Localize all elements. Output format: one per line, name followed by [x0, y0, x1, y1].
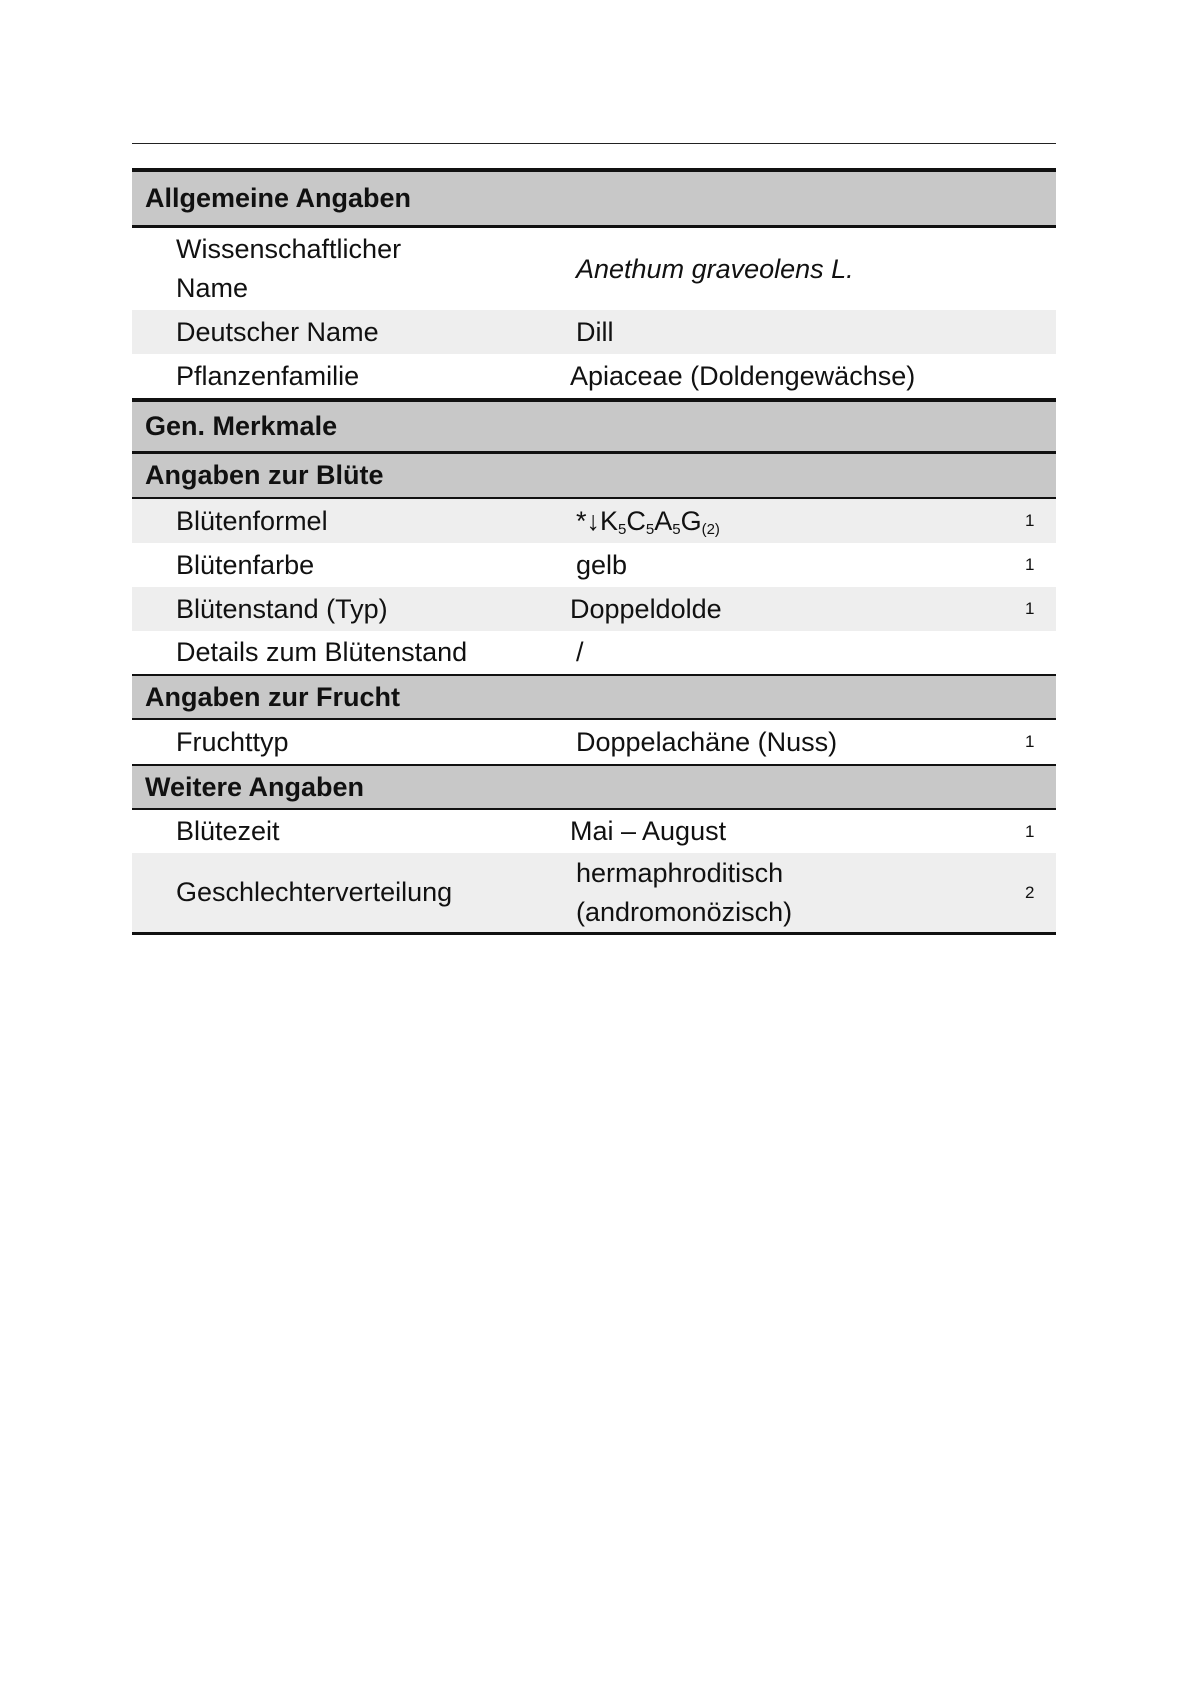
row-value: Doppeldolde [570, 593, 722, 624]
section-header-angaben-zur-frucht [132, 674, 1056, 720]
row-value: Mai – August [570, 816, 727, 846]
row-value: / [576, 637, 584, 667]
table-row-scientific-name [132, 228, 1056, 310]
row-label: Geschlechterverteilung [176, 877, 453, 907]
section-header-allgemeine-angaben [132, 168, 1056, 228]
table-row-german-name [132, 310, 1056, 354]
reference-number: 1 [1025, 555, 1035, 574]
row-label: Blütenstand (Typ) [176, 593, 388, 624]
row-label: Details zum Blütenstand [176, 637, 468, 667]
section-title: Weitere Angaben [145, 771, 365, 802]
row-value: hermaphroditisch (andromonözisch) [576, 857, 793, 927]
table-row-bluetenstand [132, 587, 1056, 631]
section-title: Angaben zur Frucht [145, 681, 400, 712]
reference-number: 2 [1025, 882, 1035, 902]
row-label: Blütenfarbe [176, 549, 315, 580]
floral-formula: $*↓K_5C_5A_5G_{(2)}$ [576, 505, 720, 538]
row-value: Dill [576, 316, 614, 347]
row-label: Blütenformel [176, 505, 328, 536]
table-row-geschlechterverteilung [132, 853, 1056, 935]
plant-info-table [132, 168, 1056, 935]
table-row-bluetenstand-details [132, 631, 1056, 674]
section-title: Allgemeine Angaben [145, 183, 412, 213]
section-header-weitere-angaben [132, 764, 1056, 810]
row-value: gelb [576, 549, 628, 580]
row-value: Apiaceae (Doldengewächse) [570, 360, 916, 391]
reference-number: 1 [1025, 511, 1035, 530]
section-header-angaben-zur-bluete [132, 454, 1056, 499]
table-row-bluetenformel [132, 499, 1056, 543]
row-value: Doppelachäne (Nuss) [576, 726, 838, 757]
row-label: Fruchttyp [176, 726, 289, 757]
section-header-gen-merkmale [132, 398, 1056, 454]
table-row-bluetenfarbe [132, 543, 1056, 587]
section-title: Angaben zur Blüte [145, 460, 384, 490]
section-title: Gen. Merkmale [145, 411, 338, 441]
table-row-fruchttyp [132, 720, 1056, 764]
row-label: Pflanzenfamilie [176, 360, 360, 391]
reference-number: 1 [1025, 821, 1035, 841]
row-label: Blütezeit [176, 816, 280, 846]
row-label: Wissenschaftlicher Name [176, 234, 402, 303]
table-row-bluetezeit [132, 810, 1056, 853]
header-rule [132, 143, 1056, 144]
row-label: Deutscher Name [176, 316, 379, 347]
reference-number: 1 [1025, 732, 1035, 751]
row-value: Anethum graveolens L. [576, 253, 854, 284]
reference-number: 1 [1025, 599, 1035, 618]
table-row-plant-family [132, 354, 1056, 398]
